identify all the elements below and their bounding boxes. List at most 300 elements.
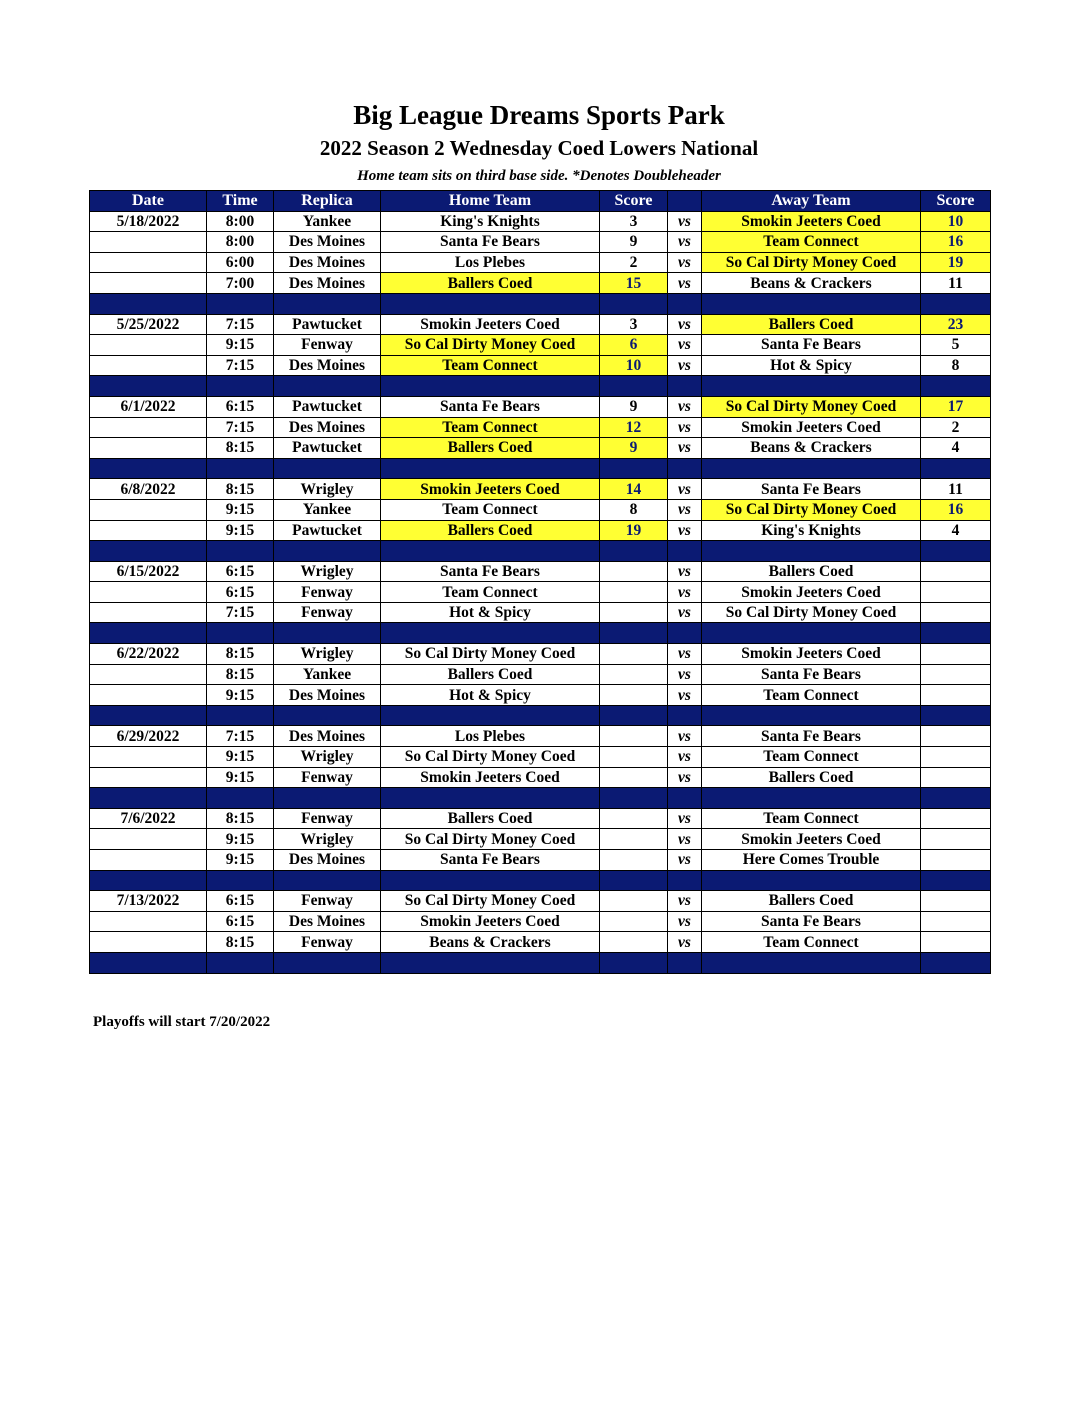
away-score: 23 [921, 314, 991, 335]
game-field: Fenway [274, 891, 381, 912]
home-team: So Cal Dirty Money Coed [381, 891, 600, 912]
away-team: Team Connect [702, 747, 921, 768]
separator-cell [702, 788, 921, 809]
game-field: Yankee [274, 211, 381, 232]
separator-cell [207, 623, 274, 644]
week-separator-row [90, 705, 991, 726]
table-row [90, 808, 991, 829]
table-row [90, 767, 991, 788]
separator-cell [274, 293, 381, 314]
away-team: Ballers Coed [702, 891, 921, 912]
table-row [90, 726, 991, 747]
home-score: 6 [600, 335, 668, 356]
separator-cell [600, 541, 668, 562]
away-team: Santa Fe Bears [702, 479, 921, 500]
vs-label: vs [668, 911, 702, 932]
away-score: 10 [921, 211, 991, 232]
game-field: Des Moines [274, 355, 381, 376]
home-team: Santa Fe Bears [381, 561, 600, 582]
separator-cell [668, 458, 702, 479]
table-row [90, 314, 991, 335]
separator-cell [274, 458, 381, 479]
game-date: 7/13/2022 [90, 891, 207, 912]
game-time: 6:15 [207, 561, 274, 582]
separator-cell [207, 293, 274, 314]
game-field: Fenway [274, 602, 381, 623]
home-score: 15 [600, 273, 668, 294]
week-separator-row [90, 293, 991, 314]
separator-cell [90, 293, 207, 314]
vs-label: vs [668, 417, 702, 438]
separator-cell [207, 870, 274, 891]
separator-cell [702, 458, 921, 479]
home-score [600, 685, 668, 706]
home-score [600, 808, 668, 829]
separator-cell [921, 705, 991, 726]
table-row [90, 582, 991, 603]
game-date [90, 911, 207, 932]
away-team: Team Connect [702, 232, 921, 253]
game-time: 6:15 [207, 396, 274, 417]
game-date [90, 273, 207, 294]
table-row [90, 417, 991, 438]
home-team: Ballers Coed [381, 438, 600, 459]
separator-cell [702, 952, 921, 973]
separator-cell [207, 705, 274, 726]
table-row [90, 911, 991, 932]
game-time: 7:00 [207, 273, 274, 294]
home-score: 9 [600, 438, 668, 459]
separator-cell [274, 788, 381, 809]
vs-label: vs [668, 396, 702, 417]
vs-label: vs [668, 767, 702, 788]
separator-cell [90, 541, 207, 562]
separator-cell [207, 541, 274, 562]
away-team: Beans & Crackers [702, 273, 921, 294]
table-row [90, 355, 991, 376]
home-score [600, 602, 668, 623]
separator-cell [702, 376, 921, 397]
away-team: Smokin Jeeters Coed [702, 582, 921, 603]
table-row [90, 232, 991, 253]
separator-cell [274, 541, 381, 562]
away-score: 11 [921, 273, 991, 294]
home-team: Team Connect [381, 355, 600, 376]
away-score: 16 [921, 499, 991, 520]
separator-cell [668, 376, 702, 397]
home-team: King's Knights [381, 211, 600, 232]
home-score: 8 [600, 499, 668, 520]
separator-cell [668, 788, 702, 809]
separator-cell [381, 458, 600, 479]
game-field: Des Moines [274, 273, 381, 294]
separator-cell [921, 376, 991, 397]
schedule-note: Home team sits on third base side. *Denotes Doubleheader [357, 168, 721, 184]
home-team: Smokin Jeeters Coed [381, 314, 600, 335]
game-date [90, 520, 207, 541]
vs-label: vs [668, 602, 702, 623]
game-time: 9:15 [207, 520, 274, 541]
game-field: Des Moines [274, 911, 381, 932]
away-score: 2 [921, 417, 991, 438]
header-away-score: Score [921, 191, 991, 212]
home-team: So Cal Dirty Money Coed [381, 335, 600, 356]
away-score [921, 911, 991, 932]
game-time: 6:15 [207, 582, 274, 603]
separator-cell [702, 705, 921, 726]
game-field: Des Moines [274, 850, 381, 871]
game-time: 7:15 [207, 355, 274, 376]
week-separator-row [90, 623, 991, 644]
game-time: 9:15 [207, 335, 274, 356]
away-team: Team Connect [702, 808, 921, 829]
home-team: Los Plebes [381, 252, 600, 273]
home-score [600, 932, 668, 953]
game-field: Pawtucket [274, 520, 381, 541]
separator-cell [90, 788, 207, 809]
table-header-row [90, 191, 991, 212]
game-field: Yankee [274, 664, 381, 685]
separator-cell [600, 952, 668, 973]
away-score: 8 [921, 355, 991, 376]
table-row [90, 520, 991, 541]
away-score: 4 [921, 438, 991, 459]
header-date: Date [90, 191, 207, 212]
away-score [921, 850, 991, 871]
away-score [921, 644, 991, 665]
away-team: Ballers Coed [702, 561, 921, 582]
table-row [90, 932, 991, 953]
game-field: Wrigley [274, 747, 381, 768]
game-time: 8:15 [207, 664, 274, 685]
game-time: 8:15 [207, 808, 274, 829]
separator-cell [90, 376, 207, 397]
separator-cell [921, 870, 991, 891]
home-score: 10 [600, 355, 668, 376]
game-time: 9:15 [207, 747, 274, 768]
home-score: 3 [600, 314, 668, 335]
separator-cell [274, 376, 381, 397]
away-team: Santa Fe Bears [702, 726, 921, 747]
separator-cell [921, 788, 991, 809]
away-team: Team Connect [702, 932, 921, 953]
separator-cell [921, 293, 991, 314]
away-score [921, 561, 991, 582]
home-team: Smokin Jeeters Coed [381, 911, 600, 932]
game-time: 9:15 [207, 829, 274, 850]
separator-cell [702, 870, 921, 891]
separator-cell [600, 623, 668, 644]
away-team: Santa Fe Bears [702, 911, 921, 932]
home-team: Smokin Jeeters Coed [381, 479, 600, 500]
away-score [921, 602, 991, 623]
home-team: So Cal Dirty Money Coed [381, 829, 600, 850]
home-team: Hot & Spicy [381, 602, 600, 623]
separator-cell [702, 293, 921, 314]
separator-cell [921, 952, 991, 973]
away-score [921, 808, 991, 829]
away-score: 16 [921, 232, 991, 253]
game-field: Wrigley [274, 561, 381, 582]
game-date [90, 355, 207, 376]
away-team: King's Knights [702, 520, 921, 541]
separator-cell [207, 952, 274, 973]
vs-label: vs [668, 252, 702, 273]
separator-cell [668, 952, 702, 973]
separator-cell [668, 705, 702, 726]
home-score: 12 [600, 417, 668, 438]
away-score [921, 891, 991, 912]
table-row [90, 664, 991, 685]
header-time: Time [207, 191, 274, 212]
home-team: Hot & Spicy [381, 685, 600, 706]
game-field: Wrigley [274, 829, 381, 850]
home-team: Beans & Crackers [381, 932, 600, 953]
home-score [600, 747, 668, 768]
game-time: 7:15 [207, 602, 274, 623]
vs-label: vs [668, 335, 702, 356]
home-score [600, 850, 668, 871]
separator-cell [274, 870, 381, 891]
game-date: 7/6/2022 [90, 808, 207, 829]
schedule-table [89, 190, 991, 974]
away-team: Hot & Spicy [702, 355, 921, 376]
game-date [90, 767, 207, 788]
game-date: 5/25/2022 [90, 314, 207, 335]
game-field: Fenway [274, 335, 381, 356]
vs-label: vs [668, 499, 702, 520]
game-date [90, 438, 207, 459]
vs-label: vs [668, 211, 702, 232]
away-score: 11 [921, 479, 991, 500]
separator-cell [381, 870, 600, 891]
home-score [600, 644, 668, 665]
away-team: So Cal Dirty Money Coed [702, 396, 921, 417]
vs-label: vs [668, 438, 702, 459]
game-time: 6:15 [207, 891, 274, 912]
playoffs-note: Playoffs will start 7/20/2022 [93, 1014, 271, 1030]
away-team: So Cal Dirty Money Coed [702, 602, 921, 623]
separator-cell [921, 541, 991, 562]
separator-cell [381, 705, 600, 726]
table-row [90, 499, 991, 520]
away-team: Santa Fe Bears [702, 335, 921, 356]
game-date: 6/22/2022 [90, 644, 207, 665]
game-time: 8:15 [207, 932, 274, 953]
header-home-score: Score [600, 191, 668, 212]
game-field: Wrigley [274, 644, 381, 665]
game-date [90, 829, 207, 850]
vs-label: vs [668, 582, 702, 603]
separator-cell [274, 952, 381, 973]
game-field: Des Moines [274, 232, 381, 253]
away-score [921, 664, 991, 685]
separator-cell [90, 870, 207, 891]
away-score: 4 [921, 520, 991, 541]
away-score [921, 932, 991, 953]
game-date [90, 232, 207, 253]
separator-cell [668, 623, 702, 644]
game-field: Fenway [274, 767, 381, 788]
separator-cell [381, 623, 600, 644]
game-date [90, 747, 207, 768]
away-score [921, 685, 991, 706]
home-team: Team Connect [381, 582, 600, 603]
game-time: 7:15 [207, 726, 274, 747]
table-row [90, 335, 991, 356]
separator-cell [381, 952, 600, 973]
game-field: Des Moines [274, 685, 381, 706]
separator-cell [668, 870, 702, 891]
home-team: So Cal Dirty Money Coed [381, 747, 600, 768]
table-row [90, 644, 991, 665]
game-time: 8:15 [207, 479, 274, 500]
game-time: 8:00 [207, 211, 274, 232]
away-team: Beans & Crackers [702, 438, 921, 459]
separator-cell [921, 458, 991, 479]
game-time: 8:15 [207, 644, 274, 665]
away-score [921, 582, 991, 603]
away-team: Team Connect [702, 685, 921, 706]
home-team: So Cal Dirty Money Coed [381, 644, 600, 665]
vs-label: vs [668, 479, 702, 500]
vs-label: vs [668, 561, 702, 582]
home-score [600, 891, 668, 912]
game-date [90, 252, 207, 273]
home-score: 2 [600, 252, 668, 273]
table-row [90, 561, 991, 582]
home-score [600, 726, 668, 747]
vs-label: vs [668, 726, 702, 747]
vs-label: vs [668, 808, 702, 829]
separator-cell [90, 623, 207, 644]
vs-label: vs [668, 685, 702, 706]
game-time: 9:15 [207, 850, 274, 871]
vs-label: vs [668, 932, 702, 953]
separator-cell [702, 623, 921, 644]
game-field: Des Moines [274, 726, 381, 747]
table-row [90, 891, 991, 912]
home-team: Santa Fe Bears [381, 232, 600, 253]
table-row [90, 479, 991, 500]
home-team: Santa Fe Bears [381, 850, 600, 871]
vs-label: vs [668, 664, 702, 685]
header-home-team: Home Team [381, 191, 600, 212]
away-score: 19 [921, 252, 991, 273]
game-date [90, 582, 207, 603]
game-date: 6/15/2022 [90, 561, 207, 582]
home-team: Team Connect [381, 499, 600, 520]
away-team: So Cal Dirty Money Coed [702, 499, 921, 520]
game-time: 8:15 [207, 438, 274, 459]
week-separator-row [90, 870, 991, 891]
home-score [600, 767, 668, 788]
home-score: 3 [600, 211, 668, 232]
game-time: 9:15 [207, 767, 274, 788]
away-score [921, 767, 991, 788]
vs-label: vs [668, 232, 702, 253]
game-date [90, 664, 207, 685]
separator-cell [381, 376, 600, 397]
table-row [90, 211, 991, 232]
separator-cell [668, 541, 702, 562]
separator-cell [600, 293, 668, 314]
vs-label: vs [668, 891, 702, 912]
home-team: Los Plebes [381, 726, 600, 747]
separator-cell [702, 541, 921, 562]
game-field: Fenway [274, 582, 381, 603]
separator-cell [207, 788, 274, 809]
game-date [90, 685, 207, 706]
game-time: 7:15 [207, 417, 274, 438]
game-field: Wrigley [274, 479, 381, 500]
game-time: 7:15 [207, 314, 274, 335]
table-row [90, 747, 991, 768]
home-score [600, 582, 668, 603]
week-separator-row [90, 541, 991, 562]
separator-cell [600, 870, 668, 891]
table-row [90, 602, 991, 623]
home-score [600, 911, 668, 932]
separator-cell [207, 376, 274, 397]
separator-cell [207, 458, 274, 479]
game-field: Pawtucket [274, 314, 381, 335]
game-time: 9:15 [207, 499, 274, 520]
away-team: Smokin Jeeters Coed [702, 417, 921, 438]
game-date: 6/1/2022 [90, 396, 207, 417]
game-field: Fenway [274, 808, 381, 829]
home-team: Team Connect [381, 417, 600, 438]
away-team: So Cal Dirty Money Coed [702, 252, 921, 273]
header-away-team: Away Team [702, 191, 921, 212]
away-team: Smokin Jeeters Coed [702, 829, 921, 850]
separator-cell [381, 788, 600, 809]
table-row [90, 829, 991, 850]
week-separator-row [90, 458, 991, 479]
separator-cell [600, 705, 668, 726]
away-score: 17 [921, 396, 991, 417]
away-team: Ballers Coed [702, 314, 921, 335]
table-row [90, 438, 991, 459]
separator-cell [274, 705, 381, 726]
away-team: Smokin Jeeters Coed [702, 644, 921, 665]
separator-cell [921, 623, 991, 644]
separator-cell [90, 458, 207, 479]
away-team: Santa Fe Bears [702, 664, 921, 685]
separator-cell [381, 293, 600, 314]
vs-label: vs [668, 747, 702, 768]
game-date [90, 602, 207, 623]
game-date: 6/8/2022 [90, 479, 207, 500]
separator-cell [274, 623, 381, 644]
vs-label: vs [668, 273, 702, 294]
home-team: Smokin Jeeters Coed [381, 767, 600, 788]
game-field: Fenway [274, 932, 381, 953]
vs-label: vs [668, 314, 702, 335]
week-separator-row [90, 788, 991, 809]
home-team: Ballers Coed [381, 520, 600, 541]
table-row [90, 273, 991, 294]
vs-label: vs [668, 850, 702, 871]
vs-label: vs [668, 520, 702, 541]
game-field: Pawtucket [274, 396, 381, 417]
game-date [90, 335, 207, 356]
separator-cell [90, 705, 207, 726]
header-replica: Replica [274, 191, 381, 212]
table-row [90, 252, 991, 273]
vs-label: vs [668, 829, 702, 850]
vs-label: vs [668, 644, 702, 665]
